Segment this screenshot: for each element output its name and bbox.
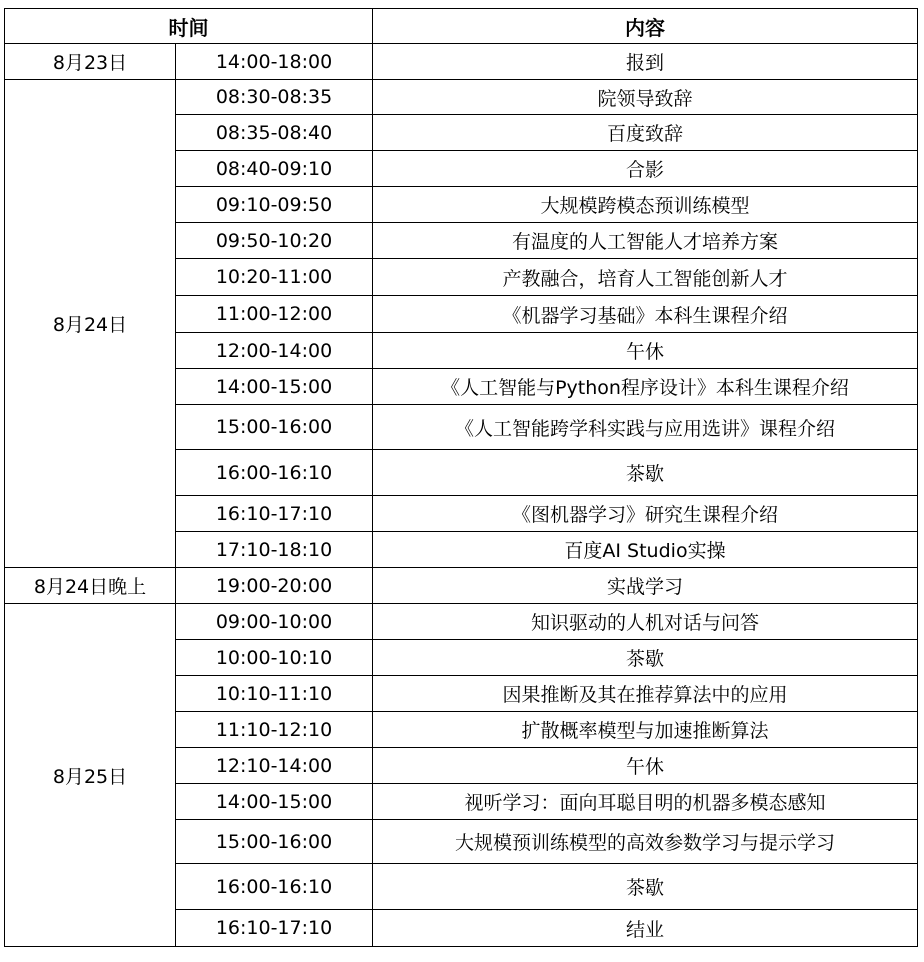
time-cell: 14:00-15:00 bbox=[176, 369, 373, 405]
time-cell: 10:00-10:10 bbox=[176, 640, 373, 676]
schedule-body bbox=[5, 44, 918, 947]
time-cell: 12:00-14:00 bbox=[176, 333, 373, 369]
content-cell: 大规模预训练模型的高效参数学习与提示学习 bbox=[373, 820, 918, 864]
time-cell: 16:10-17:10 bbox=[176, 496, 373, 532]
time-cell: 10:10-11:10 bbox=[176, 676, 373, 712]
content-cell: 《机器学习基础》本科生课程介绍 bbox=[373, 296, 918, 333]
content-cell: 合影 bbox=[373, 151, 918, 187]
time-cell: 17:10-18:10 bbox=[176, 532, 373, 568]
content-cell: 午休 bbox=[373, 333, 918, 369]
time-cell: 16:10-17:10 bbox=[176, 910, 373, 947]
time-cell: 14:00-18:00 bbox=[176, 44, 373, 80]
content-cell: 百度AI Studio实操 bbox=[373, 532, 918, 568]
time-cell: 16:00-16:10 bbox=[176, 450, 373, 496]
content-cell: 因果推断及其在推荐算法中的应用 bbox=[373, 676, 918, 712]
date-cell: 8月24日晚上 bbox=[5, 568, 176, 604]
content-cell: 茶歇 bbox=[373, 640, 918, 676]
schedule-table bbox=[4, 8, 918, 947]
header-row bbox=[5, 9, 918, 44]
time-cell: 19:00-20:00 bbox=[176, 568, 373, 604]
time-cell: 15:00-16:00 bbox=[176, 405, 373, 450]
time-cell: 09:00-10:00 bbox=[176, 604, 373, 640]
content-cell: 有温度的人工智能人才培养方案 bbox=[373, 223, 918, 259]
schedule-row bbox=[5, 44, 918, 80]
content-cell: 《人工智能跨学科实践与应用选讲》课程介绍 bbox=[373, 405, 918, 450]
time-cell: 15:00-16:00 bbox=[176, 820, 373, 864]
date-cell: 8月23日 bbox=[5, 44, 176, 80]
time-cell: 16:00-16:10 bbox=[176, 864, 373, 910]
time-cell: 11:10-12:10 bbox=[176, 712, 373, 748]
schedule-row bbox=[5, 568, 918, 604]
schedule-row bbox=[5, 604, 918, 640]
content-cell: 大规模跨模态预训练模型 bbox=[373, 187, 918, 223]
time-cell: 10:20-11:00 bbox=[176, 259, 373, 296]
content-cell: 知识驱动的人机对话与问答 bbox=[373, 604, 918, 640]
time-cell: 08:30-08:35 bbox=[176, 80, 373, 115]
content-cell: 《人工智能与Python程序设计》本科生课程介绍 bbox=[373, 369, 918, 405]
time-cell: 09:50-10:20 bbox=[176, 223, 373, 259]
content-cell: 百度致辞 bbox=[373, 115, 918, 151]
date-cell: 8月25日 bbox=[5, 604, 176, 947]
content-cell: 结业 bbox=[373, 910, 918, 947]
time-cell: 09:10-09:50 bbox=[176, 187, 373, 223]
content-cell: 扩散概率模型与加速推断算法 bbox=[373, 712, 918, 748]
schedule-row bbox=[5, 80, 918, 115]
time-cell: 08:35-08:40 bbox=[176, 115, 373, 151]
content-cell: 院领导致辞 bbox=[373, 80, 918, 115]
content-cell: 茶歇 bbox=[373, 864, 918, 910]
time-cell: 08:40-09:10 bbox=[176, 151, 373, 187]
time-cell: 14:00-15:00 bbox=[176, 784, 373, 820]
content-cell: 报到 bbox=[373, 44, 918, 80]
content-cell: 茶歇 bbox=[373, 450, 918, 496]
date-cell: 8月24日 bbox=[5, 80, 176, 568]
header-content: 内容 bbox=[373, 9, 918, 44]
content-cell: 《图机器学习》研究生课程介绍 bbox=[373, 496, 918, 532]
content-cell: 产教融合，培育人工智能创新人才 bbox=[373, 259, 918, 296]
time-cell: 11:00-12:00 bbox=[176, 296, 373, 333]
content-cell: 实战学习 bbox=[373, 568, 918, 604]
header-time: 时间 bbox=[5, 9, 373, 44]
time-cell: 12:10-14:00 bbox=[176, 748, 373, 784]
content-cell: 视听学习：面向耳聪目明的机器多模态感知 bbox=[373, 784, 918, 820]
content-cell: 午休 bbox=[373, 748, 918, 784]
